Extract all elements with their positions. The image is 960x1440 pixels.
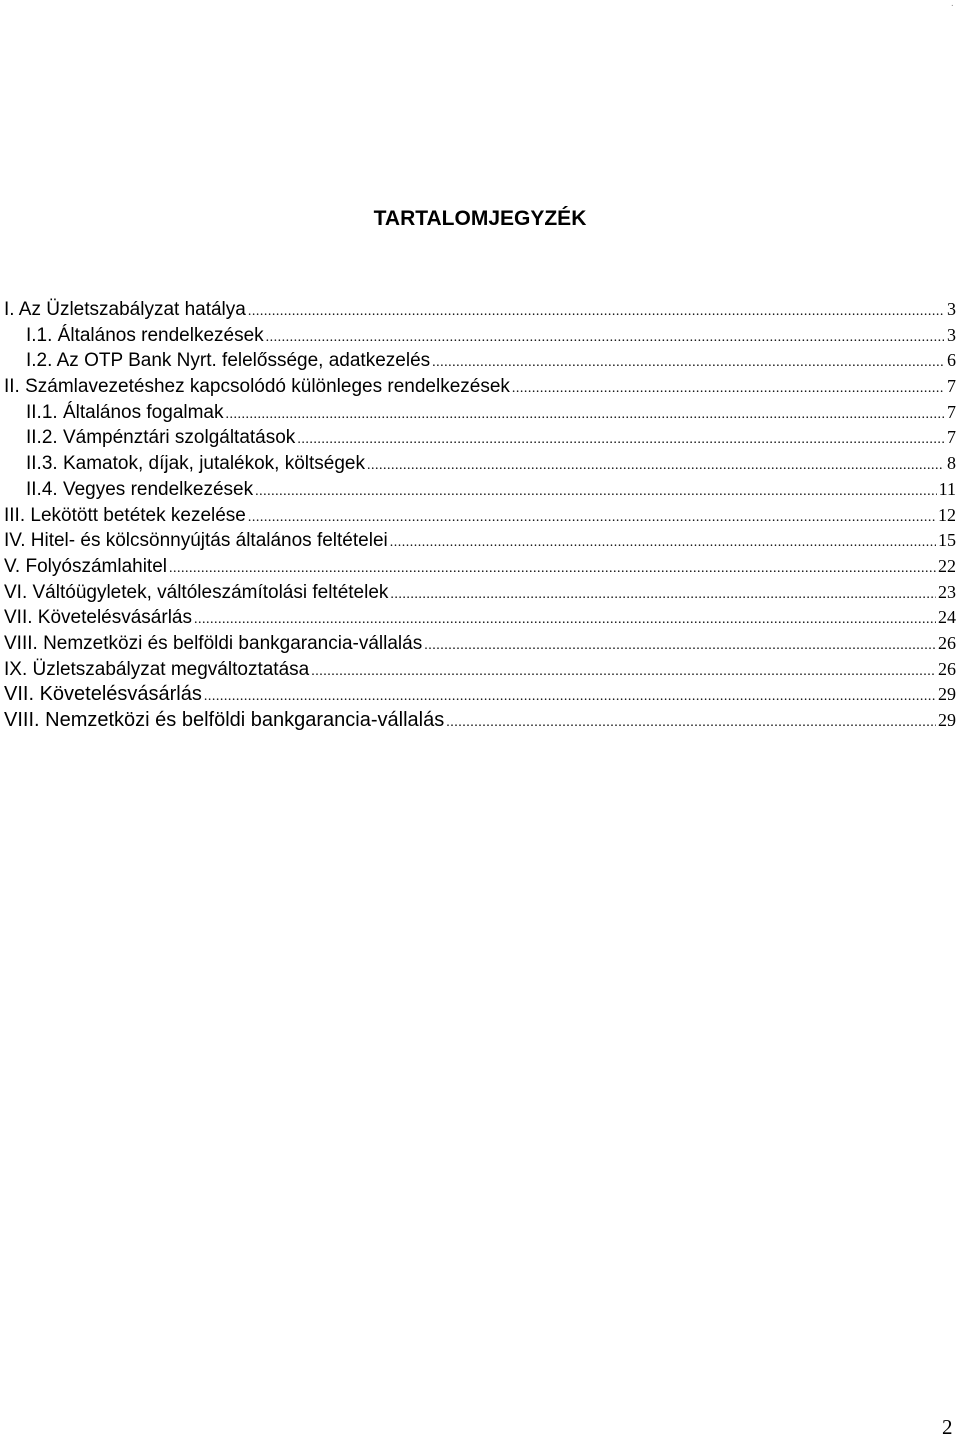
toc-entry-label: II.3. Kamatok, díjak, jutalékok, költségek [26, 453, 366, 475]
toc-leader-dots [512, 376, 944, 402]
toc-entry-page: 29 [938, 710, 956, 730]
toc-leader-dots [390, 582, 936, 608]
toc-entry-page: 3 [947, 299, 956, 319]
toc-entry-label: I.1. Általános rendelkezések [26, 324, 264, 346]
toc-entry[interactable] [4, 631, 956, 657]
toc-leader-dots [266, 325, 944, 351]
toc-entry[interactable] [4, 657, 956, 683]
toc-entry-page: 22 [938, 555, 956, 576]
toc-entry-page: 12 [938, 504, 956, 525]
toc-entry-label: VII. Követelésvásárlás [4, 683, 202, 706]
toc-leader-dots [390, 530, 936, 556]
toc-entry-page: 29 [938, 684, 956, 705]
corner-mark: · [950, 0, 954, 11]
toc-entry-page: 8 [947, 453, 956, 474]
toc-leader-dots [297, 427, 944, 453]
toc-entry-label: I. Az Üzletszabályzat hatálya [4, 299, 246, 320]
toc-entry[interactable] [4, 400, 956, 426]
toc-entry-label: III. Lekötött betétek kezelése [4, 504, 246, 526]
toc-entry-label: II.4. Vegyes rendelkezések [26, 478, 254, 500]
toc-leader-dots [204, 684, 936, 710]
toc-entry-page: 7 [947, 401, 956, 422]
toc-entry-page: 6 [947, 350, 956, 371]
toc-leader-dots [248, 505, 936, 531]
page-number: 2 [942, 1415, 953, 1439]
toc-leader-dots [255, 479, 937, 505]
toc-leader-dots [194, 607, 936, 633]
toc-entry[interactable] [4, 477, 956, 503]
toc-leader-dots [311, 659, 936, 685]
toc-entry[interactable] [4, 297, 956, 323]
toc-entry-page: 7 [947, 427, 956, 448]
toc-entry[interactable] [4, 425, 956, 451]
toc-entry-page: 7 [947, 376, 956, 397]
toc-entry[interactable] [4, 605, 956, 631]
toc-entry-label: VI. Váltóügyletek, váltóleszámítolási feltételek [4, 581, 389, 603]
toc-entry[interactable] [4, 528, 956, 554]
document-title: TARTALOMJEGYZÉK [373, 207, 587, 230]
toc-entry[interactable] [4, 580, 956, 606]
toc-entry-page: 26 [938, 658, 956, 679]
toc-entry-page: 11 [938, 478, 956, 499]
toc-entry[interactable] [4, 503, 956, 529]
toc-entry-label: II.1. Általános fogalmak [26, 401, 224, 423]
toc-leader-dots [424, 633, 936, 659]
toc-entry-page: 3 [947, 324, 956, 345]
toc-entry-label: V. Folyószámlahitel [4, 555, 167, 577]
toc-entry-label: VIII. Nemzetközi és belföldi bankgarancia-vállalás [4, 632, 423, 654]
toc-entry[interactable] [4, 323, 956, 349]
toc-entry-label: IX. Üzletszabályzat megváltoztatása [4, 658, 310, 680]
toc-entry-label: VII. Követelésvásárlás [4, 607, 192, 629]
toc-entry-page: 26 [938, 632, 956, 653]
toc-entry-label: VIII. Nemzetközi és belföldi bankgarancia-vállalás [4, 709, 445, 731]
toc-entry[interactable] [4, 708, 956, 734]
toc-entry-page: 15 [938, 530, 956, 551]
toc-entry[interactable] [4, 554, 956, 580]
toc-leader-dots [169, 556, 936, 582]
toc-entry[interactable] [4, 374, 956, 400]
toc-entry[interactable] [4, 451, 956, 477]
toc-entry-label: IV. Hitel- és kölcsönnyújtás általános feltételei [4, 530, 388, 552]
toc-entry-page: 23 [938, 581, 956, 602]
toc-entry[interactable] [4, 348, 956, 374]
toc-entry-page: 24 [938, 607, 956, 628]
toc-leader-dots [432, 350, 944, 376]
toc-leader-dots [248, 299, 944, 325]
toc-leader-dots [226, 402, 945, 428]
table-of-contents [4, 297, 956, 734]
toc-leader-dots [367, 453, 944, 479]
toc-entry-label: I.2. Az OTP Bank Nyrt. felelőssége, adatkezelés [26, 350, 431, 372]
toc-entry[interactable] [4, 682, 956, 708]
toc-entry-label: II. Számlavezetéshez kapcsolódó különleges rendelkezések [4, 376, 510, 398]
toc-entry-label: II.2. Vámpénztári szolgáltatások [26, 427, 296, 449]
toc-leader-dots [446, 710, 936, 736]
